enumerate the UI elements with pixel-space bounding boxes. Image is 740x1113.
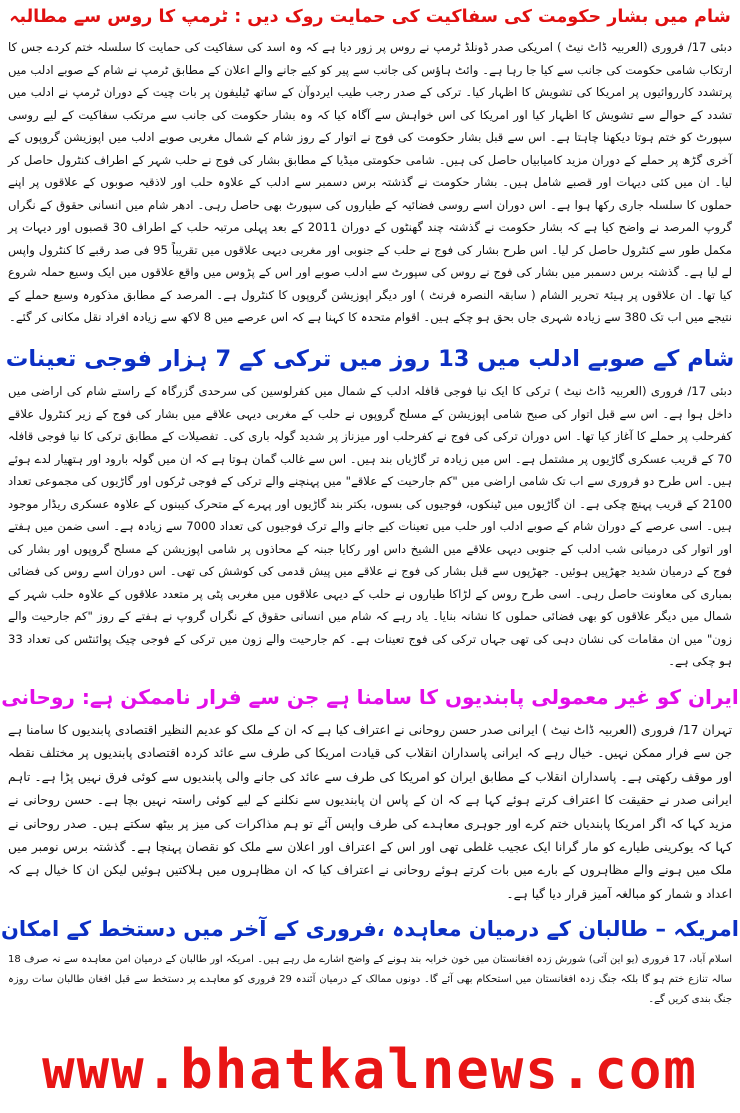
article-body-trump-russia: دبئی 17/ فروری (العربیہ ڈاٹ نیٹ ) امریکی صدر ڈونلڈ ٹرمپ نے روس پر زور دیا ہے کہ وہ اسد کی سفاکیت کی حمایت کا سلسلہ ختم کردے جس کا ارتکاب شامی حکومت کی جانب سے کیا جا رہا ہے۔ وائٹ ہاؤس کی جانب سے پیر کو کیے جانے والے اعلان کے مطابق ٹرمپ نے شام کے صوبے ادلب میں پرتشدد کارروائیوں پر امریکا کی تشویش کا اظہار کیا۔ ترکی کے صدر رجب طیب ایردوآن کے ساتھ ٹیلیفون پر بات چیت کے دوران ٹرمپ نے ادلب میں تشدد کے حوالے سے تشویش کا اظہار کیا اور امریکا کی اس خواہش سے آگاہ کیا کہ وہ بشار حکومت کی جانب سے مرتکب سفاکیت کے لیے روسی سپورٹ کو ختم ہوتا دیکھنا چاہتا ہے۔ اس سے قبل بشار حکومت کی فوج نے اتوار کے روز شام کے شمال مغربی صوبے ادلب میں اپوزیشن گروپوں کے آخری گڑھ پر حملے کے دوران مزید کامیابیاں حاصل کی ہیں۔ شامی حکومتی میڈیا کے مطابق بشار کی فوج نے حلب شہر کے اطراف کنٹرول حاصل کر لیا۔ ان میں کئی دیہات اور قصبے شامل ہیں۔ بشار حکومت نے گذشتہ برس دسمبر سے ادلب کے علاوہ حلب اور لاذقیہ صوبوں کے علاقوں پر اپنے حملوں کا سلسلہ جاری رکھا ہوا ہے۔ اس دوران اسے روسی فضائیہ کے طیاروں کی سپورٹ بھی حاصل رہی۔ ادھر شام میں انسانی حقوق کے نگراں گروپ المرصد نے واضح کیا ہے کہ بشار حکومت نے گذشتہ چند گھنٹوں کے دوران 2011 کے بعد پہلی مرتبہ حلب کے اطراف 30 قصبوں اور دیہات پر مکمل طور سے کنٹرول حاصل کر لیا۔ اس طرح بشار کی فوج نے حلب کے جنوبی اور مغربی دیہی علاقوں میں تقریباً 95 فی صد رقبے کا کنٹرول واپس لے لیا ہے۔ گذشتہ برس دسمبر میں بشار کی فوج نے روس کی سپورٹ سے ادلب صوبے اور اس کے پڑوس میں واقع علاقوں میں ایک وسیع حملہ شروع کیا تھا۔ ان علاقوں پر ہیئۃ تحریر الشام ( سابقہ النصرہ فرنٹ ) اور دیگر اپوزیشن گروپوں کا کنٹرول ہے۔ المرصد کے مطابق مذکورہ وسیع حملے کے نتیجے میں اب تک 380 سے زیادہ شہری جاں بحق ہو چکے ہیں۔ اقوام متحدہ کا کہنا ہے کہ اس عرصے میں 8 لاکھ سے زیادہ افراد نقل مکانی کر گئے۔ xyxy=(8,40,733,324)
website-footer[interactable]: www.bhatkalnews.com xyxy=(42,1038,698,1101)
article-body-turkey-troops: دبئی 17/ فروری (العربیہ ڈاٹ نیٹ ) ترکی کا ایک نیا فوجی قافلہ ادلب کے شمال میں کفرلوسین کی سرحدی گزرگاہ کے راستے شام کی اراضی میں داخل ہوا ہے۔ اس سے قبل اتوار کی صبح شامی اپوزیشن کے مسلح گروپوں نے حلب کے مغربی دیہی علاقے میں بشار کی فوج کے زیر کنٹرول علاقے کفرحلب پر حملے کا آغاز کیا تھا۔ اس دوران ترکی کی فوج نے کفرحلب اور میزناز پر شدید گولہ باری کی۔ تفصیلات کے مطابق ترکی کا نیا فوجی قافلہ 70 کے قریب عسکری گاڑیوں پر مشتمل ہے۔ اس میں زیادہ تر گاڑیاں بند ہیں۔ اس سے غالب گمان ہوتا ہے کہ ان میں گولہ بارود اور ہتھیار لدے ہوئے ہیں۔ اس طرح دو فروری سے اب تک شامی اراضی میں "کم جارحیت کے علاقے" میں پہنچنے والے ترکی کے فوجی ٹرکوں اور گاڑیوں کی مجموعی تعداد 2100 کے قریب پہنچ چکی ہے۔ ان گاڑیوں میں ٹینکوں، فوجیوں کی بسوں، بکتر بند گاڑیوں اور پہرے کے متحرک کیبنوں کے علاوہ عسکری ریڈار موجود ہیں۔ اسی عرصے کے دوران شام کے صوبے ادلب اور حلب میں تعینات کیے جانے والے ترک فوجیوں کی تعداد 7000 سے زیادہ ہے۔ اسی ضمن میں ہفتے اور اتوار کی درمیانی شب ادلب کے جنوبی دیہی علاقے میں الشیخ داس اور رکایا جبنہ کے محاذوں پر شامی اپوزیشن کے مسلح گروپوں اور بشار کی فوج کے درمیان شدید جھڑپیں ہوئیں۔ جھڑپوں سے قبل بشار کی فوج نے علاقے میں پیش قدمی کی کوشش کی تھی۔ اس دوران اسے روس کی فضائی بمباری کی معاونت حاصل رہی۔ اسی طرح روس کے لڑاکا طیاروں نے حلب کے دیہی علاقوں میں مغربی پٹی پر متعدد علاقوں کے علاوہ حلب شہر کے شمال میں دیگر علاقوں کو بھی فضائی حملوں کا نشانہ بنایا۔ یاد رہے کہ شام میں انسانی حقوق کے نگراں گروپ نے ہفتے کے روز "کم جارحیت والے زون" میں ان مقامات کی نشان دہی کی تھی جہاں ترکی کی فوج تعینات ہے۔ کم جارحیت والے زون میں ترکی کے فوجی چیک پوائنٹس کی تعداد 33 ہو چکی ہے۔ xyxy=(8,384,732,668)
headline-iran-sanctions: ایران کو غیر معمولی پابندیوں کا سامنا ہے جن سے فرار ناممکن ہے: روحانی xyxy=(1,685,739,709)
article-body-us-taliban: اسلام آباد، 17 فروری (یو این آئی) شورش زدہ افغانستان میں خون خرابہ بند ہونے کے واضح اشارے مل رہے ہیں۔ امریکہ اور طالبان کے درمیان امن معاہدہ سے نہ صرف 18 سالہ تنازع ختم ہو گا بلکہ جنگ زدہ افغانستان میں استحکام بھی آئے گا۔ دونوں ممالک کے درمیان آئندہ 29 فروری کو معاہدے پر دستخط سے قبل افغان طالبان سات روزہ جنگ بندی کریں گے۔ xyxy=(8,954,733,1006)
headline-turkey-troops: شام کے صوبے ادلب میں 13 روز میں ترکی کے 7 ہزار فوجی تعینات xyxy=(5,346,735,372)
article-body-iran-sanctions: تہران 17/ فروری (العربیہ ڈاٹ نیٹ ) ایرانی صدر حسن روحانی نے اعتراف کیا ہے کہ ان کے ملک کو عدیم النظیر اقتصادی پابندیوں کا سامنا ہے جن سے فرار ممکن نہیں۔ خیال رہے کہ ایرانی پاسداران انقلاب کی قیادت امریکا کی طرف سے عائد کردہ اقتصادی پابندیوں پر مختلف نقطہ اور موقف رکھتی ہے۔ پاسداران انقلاب کے مطابق ایران کو امریکا کی طرف سے عائد کی جانے والی پابندیوں سے کوئی فرق نہیں پڑا ہے۔ تاہم ایرانی صدر نے حقیقت کا اعتراف کرتے ہوئے کہا ہے کہ ان کے پاس ان پابندیوں سے نکلنے کے لیے کوئی راستہ نہیں بچا ہے۔ حسن روحانی نے مزید کہا کہ اگر امریکا پابندیاں ختم کرے اور جوہری معاہدے کی طرف واپس آئے تو ہم مذاکرات کی میز پر بیٹھ سکتے ہیں۔ صدر روحانی نے کہا کہ یوکرینی طیارے کو مار گرانا ایک عجیب غلطی تھی اور اس کے اعتراف اور اعلان سے ملک کو نقصان پہنچا ہے۔ گذشتہ برس نومبر میں ملک میں ہونے والے مظاہروں کے بارے میں بات کرتے ہوئے روحانی نے اعتراف کیا کہ ان مظاہروں میں ہلاکتیں ہوئیں لیکن ان کا خیال ہے کہ اعداد و شمار کو مبالغہ آمیز قرار دیا گیا ہے۔ xyxy=(8,723,732,901)
headline-trump-russia: شام میں بشار حکومت کی سفاکیت کی حمایت روک دیں : ٹرمپ کا روس سے مطالبہ xyxy=(9,7,731,27)
headline-us-taliban: امریکہ – طالبان کے درمیان معاہدہ ،فروری کے آخر میں دستخط کے امکان xyxy=(0,917,739,941)
